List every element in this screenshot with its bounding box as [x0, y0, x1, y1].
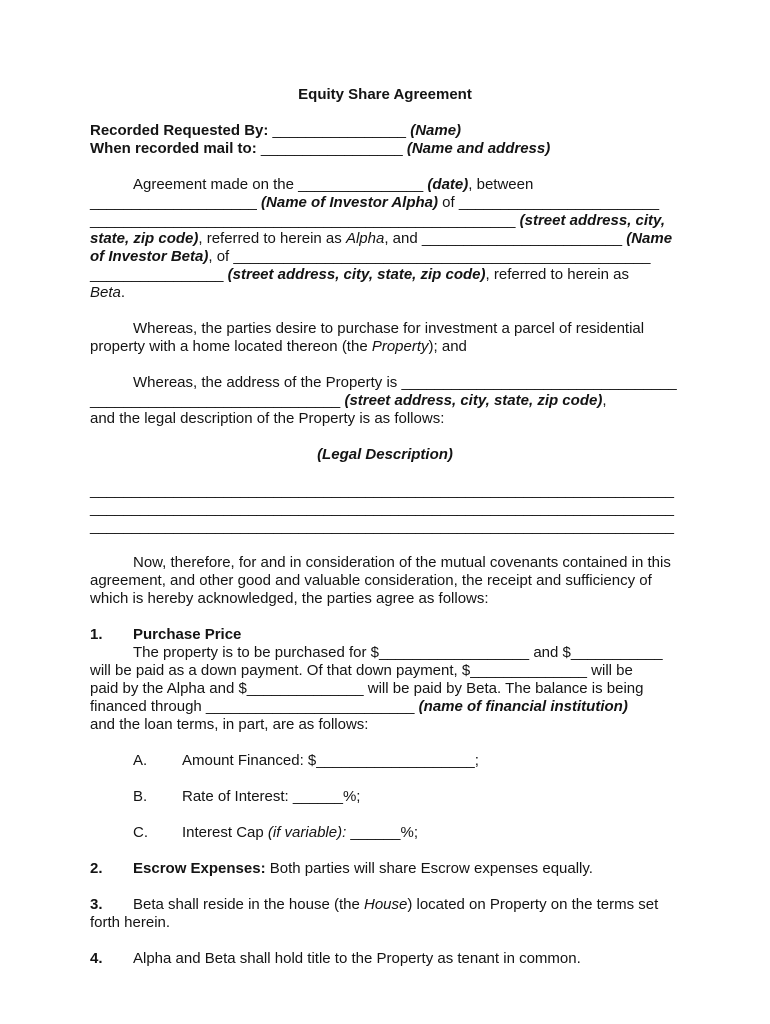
text-segment: property with a home located thereon (the: [90, 338, 372, 355]
blank-field: _________________________: [205, 698, 415, 715]
doc-line: [90, 230, 680, 248]
text-segment: Whereas, the address of the Property is: [133, 374, 402, 391]
doc-line: [90, 716, 680, 734]
text-segment: Amount Financed: $: [182, 752, 317, 769]
text-segment: When recorded mail to:: [90, 140, 261, 157]
text-segment: ) located on Property on the terms set: [407, 896, 659, 913]
doc-line: [90, 284, 680, 302]
blank-field: ______________________________________________________________________: [90, 518, 674, 535]
blank-field: ______________: [470, 662, 588, 679]
blank-field: ________________________: [458, 194, 660, 211]
text-segment: (date): [427, 176, 469, 193]
text-segment: paid by the Alpha and $: [90, 680, 247, 697]
doc-line: [90, 590, 680, 608]
blank-field: ___________: [570, 644, 663, 661]
text-segment: (street address, city, state, zip code): [344, 392, 603, 409]
doc-line: [90, 698, 680, 716]
text-segment: ;: [474, 752, 479, 769]
doc-line: [90, 914, 680, 932]
blank-field: ________________________: [421, 230, 623, 247]
text-segment: B.: [133, 788, 148, 805]
blank-field: ________________: [272, 122, 407, 139]
blank-field: __________________: [378, 644, 530, 661]
text-segment: will be paid as a down payment. Of that down payment, $: [90, 662, 471, 679]
text-segment: , between: [468, 176, 534, 193]
doc-line: [90, 482, 680, 500]
text-segment: state, zip code): [90, 230, 199, 247]
blank-field: ________________: [90, 266, 224, 283]
text-segment: Property: [371, 338, 429, 355]
text-segment: financed through: [90, 698, 206, 715]
text-segment: Alpha and Beta shall hold title to the Property as tenant in common.: [133, 950, 581, 967]
text-segment: (street address, city,: [519, 212, 665, 229]
doc-line: [90, 320, 680, 338]
doc-line: [90, 212, 680, 230]
text-segment: Alpha: [345, 230, 385, 247]
text-segment: The property is to be purchased for $: [133, 644, 379, 661]
doc-line: [90, 518, 680, 536]
doc-line: [90, 248, 680, 266]
text-segment: %;: [342, 788, 361, 805]
doc-line: [90, 446, 680, 464]
doc-line: [90, 140, 680, 158]
text-segment: Beta shall reside in the house (the: [133, 896, 364, 913]
doc-line: [90, 572, 680, 590]
doc-line: [90, 410, 680, 428]
blank-field: ______________________________: [90, 392, 341, 409]
text-segment: Whereas, the parties desire to purchase for investment a parcel of residential: [133, 320, 645, 337]
text-segment: will be: [587, 662, 633, 679]
blank-field: __________________________________________________: [233, 248, 651, 265]
doc-line: [90, 626, 680, 644]
text-segment: (Name of Investor Alpha): [261, 194, 438, 211]
document-body: [90, 86, 680, 968]
blank-field: ___________________________________________________: [90, 212, 516, 229]
text-segment: , referred to herein as: [485, 266, 629, 283]
blank-field: ___________________: [316, 752, 475, 769]
doc-line: [90, 500, 680, 518]
text-segment: Recorded Requested By:: [90, 122, 273, 139]
doc-line: [90, 554, 680, 572]
blank-field: _______________: [298, 176, 424, 193]
text-segment: .: [120, 284, 126, 301]
doc-line: [90, 392, 680, 410]
doc-line: [90, 266, 680, 284]
blank-field: ______: [292, 788, 343, 805]
text-segment: Both parties will share Escrow expenses equally.: [265, 860, 593, 877]
doc-line: [90, 860, 680, 878]
text-segment: Escrow Expenses:: [133, 860, 266, 877]
text-segment: 1.: [90, 626, 103, 643]
text-segment: Now, therefore, for and in consideration of the mutual covenants contained in this: [133, 554, 671, 571]
doc-line: [90, 374, 680, 392]
text-segment: which is hereby acknowledged, the parties agree as follows:: [90, 590, 489, 607]
doc-line: [90, 950, 680, 968]
text-segment: , and: [384, 230, 422, 247]
text-segment: C.: [133, 824, 148, 841]
blank-field: _________________: [260, 140, 403, 157]
doc-line: [90, 788, 680, 806]
text-segment: Agreement made on the: [133, 176, 299, 193]
text-segment: (Name and address): [406, 140, 551, 157]
doc-line: [90, 896, 680, 914]
text-segment: (Name): [410, 122, 462, 139]
text-segment: A.: [133, 752, 148, 769]
text-segment: will be paid by Beta. The balance is being: [363, 680, 644, 697]
text-segment: ,: [602, 392, 607, 409]
text-segment: of: [438, 194, 459, 211]
document-title: [90, 86, 680, 104]
blank-field: _________________________________: [401, 374, 677, 391]
text-segment: and the legal description of the Property is as follows:: [90, 410, 445, 427]
text-segment: (if variable):: [267, 824, 347, 841]
text-segment: , referred to herein as: [198, 230, 346, 247]
blank-field: ______: [350, 824, 401, 841]
blank-field: ______________________________________________________________________: [90, 482, 674, 499]
text-segment: (street address, city, state, zip code): [227, 266, 486, 283]
blank-field: ______________: [246, 680, 364, 697]
text-segment: Beta: [90, 284, 121, 301]
text-segment: 3.: [90, 896, 103, 913]
doc-line: [90, 824, 680, 842]
text-segment: and $: [529, 644, 571, 661]
blank-field: ____________________: [90, 194, 257, 211]
doc-line: [90, 194, 680, 212]
text-segment: 4.: [90, 950, 103, 967]
text-segment: (name of financial institution): [418, 698, 628, 715]
doc-line: [90, 176, 680, 194]
text-segment: of Investor Beta): [90, 248, 209, 265]
text-segment: (Legal Description): [317, 446, 453, 463]
doc-line: [90, 680, 680, 698]
text-segment: forth herein.: [90, 914, 171, 931]
text-segment: Interest Cap: [182, 824, 268, 841]
text-segment: , of: [208, 248, 234, 265]
text-segment: Equity Share Agreement: [298, 86, 472, 103]
doc-line: [90, 644, 680, 662]
text-segment: ); and: [428, 338, 467, 355]
blank-field: ______________________________________________________________________: [90, 500, 674, 517]
text-segment: agreement, and other good and valuable consideration, the receipt and sufficiency of: [90, 572, 652, 589]
text-segment: %;: [400, 824, 418, 841]
doc-line: [90, 338, 680, 356]
text-segment: (Name: [626, 230, 673, 247]
doc-line: [90, 752, 680, 770]
doc-line: [90, 662, 680, 680]
doc-line: [90, 122, 680, 140]
text-segment: Purchase Price: [133, 626, 242, 643]
text-segment: 2.: [90, 860, 103, 877]
text-segment: and the loan terms, in part, are as follows:: [90, 716, 369, 733]
text-segment: Rate of Interest:: [182, 788, 293, 805]
text-segment: House: [363, 896, 408, 913]
